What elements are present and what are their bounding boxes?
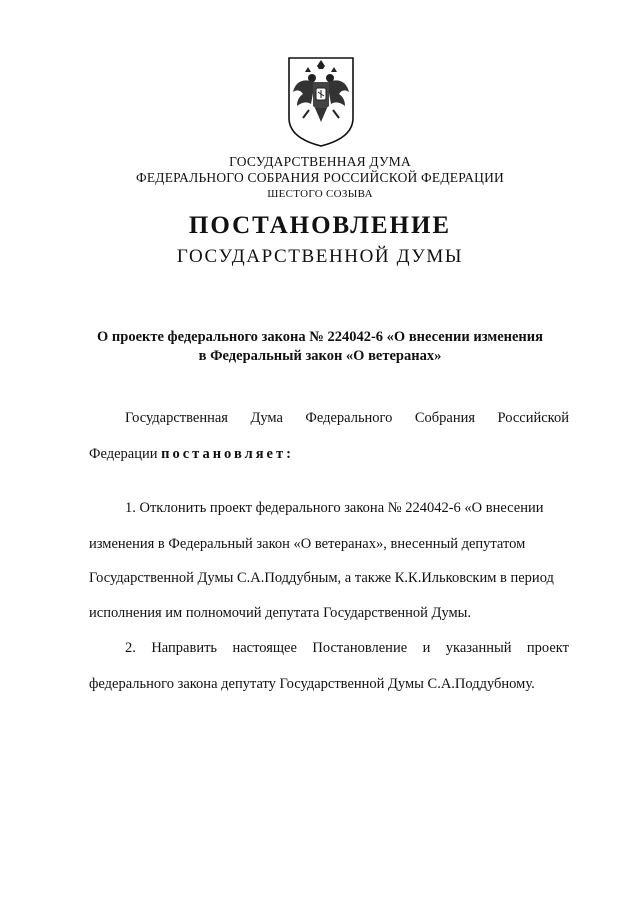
point2-word: Постановление xyxy=(312,640,408,656)
point2-line xyxy=(89,640,569,657)
document-type: ПОСТАНОВЛЕНИЕ xyxy=(188,212,452,239)
point1-line: исполнения им полномочий депутата Государственной Думы. xyxy=(89,605,472,621)
point2-word: Направить xyxy=(151,640,218,656)
document-subtitle: ГОСУДАРСТВЕННОЙ ДУМЫ xyxy=(176,246,464,267)
point2-word: указанный xyxy=(445,640,512,656)
point2-word: и xyxy=(422,640,431,656)
point2-word: проект xyxy=(526,640,569,656)
russian-coat-of-arms-icon xyxy=(285,56,357,148)
point2-word: настоящее xyxy=(232,640,297,656)
document-subject xyxy=(70,328,570,366)
resolves-word: постановляет: xyxy=(161,446,294,462)
preamble-prefix: Федерации xyxy=(89,446,158,462)
point2-word: 2. xyxy=(125,640,136,656)
organization-full-name: ФЕДЕРАЛЬНОГО СОБРАНИЯ РОССИЙСКОЙ ФЕДЕРАЦИИ xyxy=(136,170,504,185)
preamble-word: Дума xyxy=(250,410,283,426)
preamble-line xyxy=(89,410,569,427)
convocation: ШЕСТОГО СОЗЫВА xyxy=(267,188,373,200)
preamble-word: Государственная xyxy=(125,410,228,426)
point1-line: Государственной Думы С.А.Поддубным, а также К.К.Ильковским в период xyxy=(89,570,554,586)
preamble-word: Российской xyxy=(497,410,569,426)
subject-line: в Федеральный закон «О ветеранах» xyxy=(198,348,442,364)
subject-line: О проекте федерального закона № 224042-6 «О внесении изменения xyxy=(97,329,543,345)
preamble-word: Федерального xyxy=(305,410,393,426)
point1-line: изменения в Федеральный закон «О ветеранах», внесенный депутатом xyxy=(89,536,526,552)
organization-name: ГОСУДАРСТВЕННАЯ ДУМА xyxy=(229,154,411,169)
point2-line: федерального закона депутату Государственной Думы С.А.Поддубному. xyxy=(89,676,535,692)
preamble-line xyxy=(89,446,569,463)
point1-line: 1. Отклонить проект федерального закона № 224042-6 «О внесении xyxy=(125,500,544,516)
preamble-word: Собрания xyxy=(414,410,476,426)
